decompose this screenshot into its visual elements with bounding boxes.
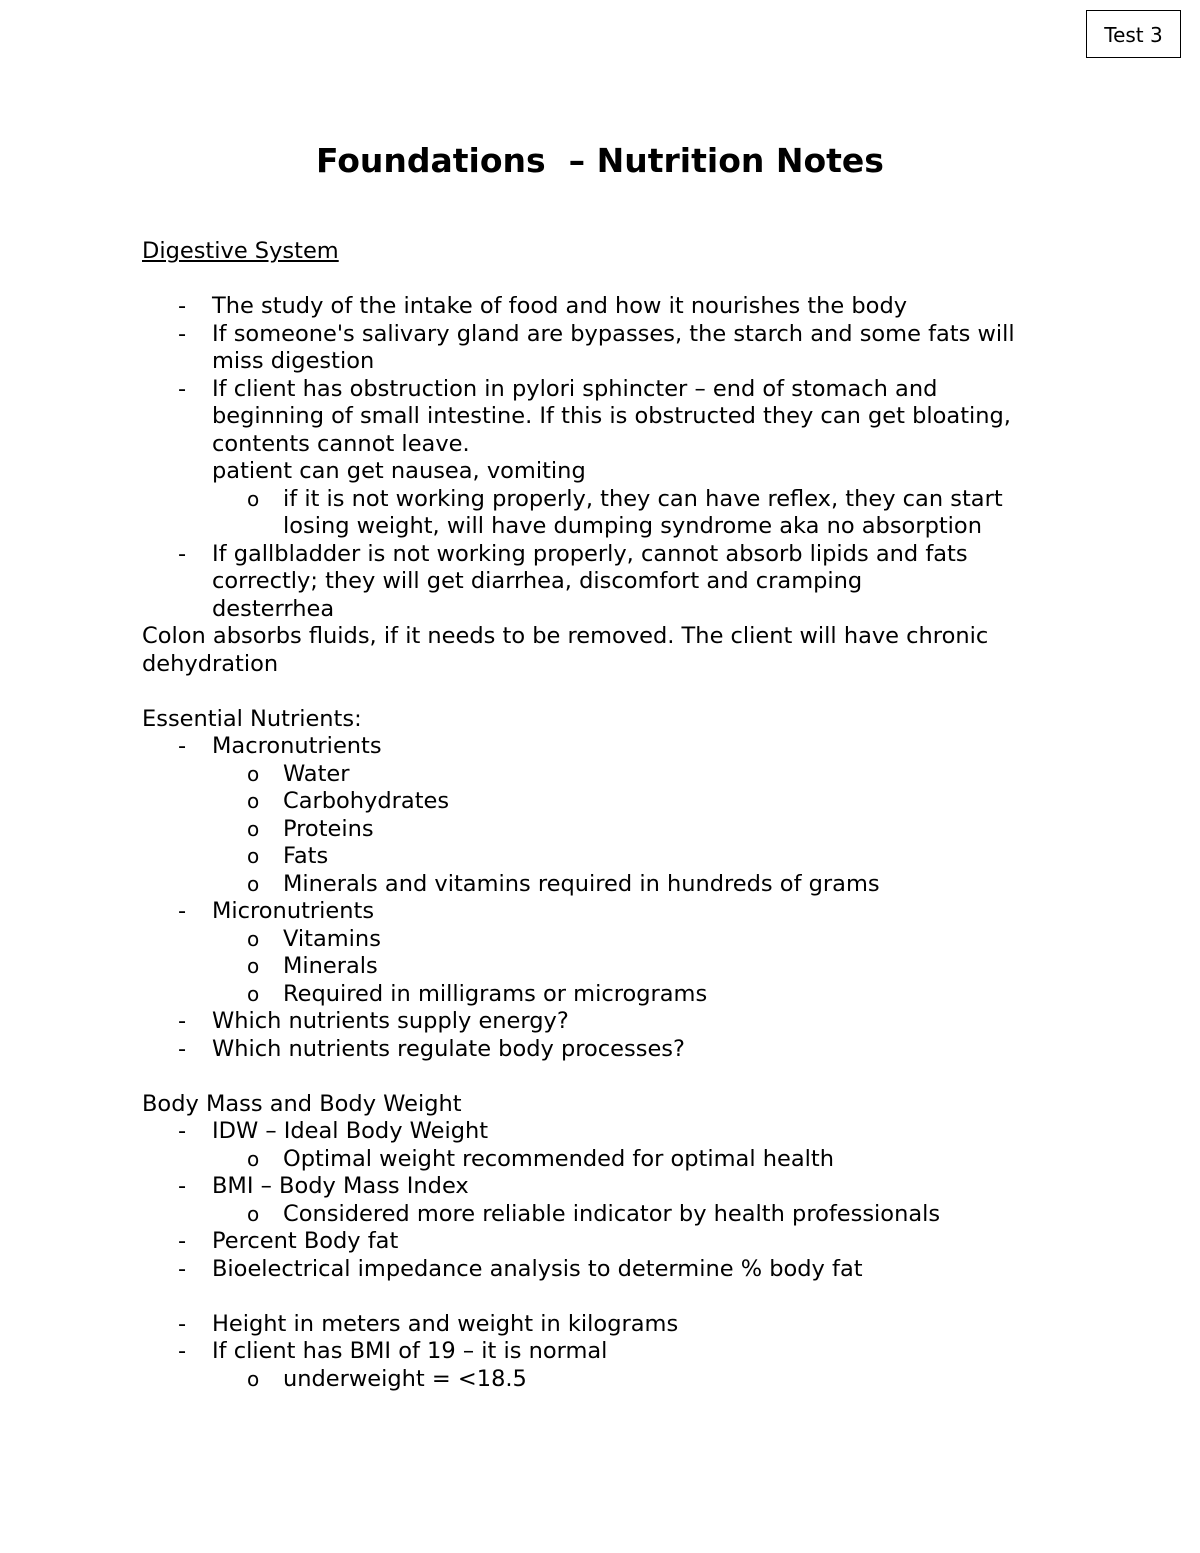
sub-list-item-text: Optimal weight recommended for optimal health [283, 1145, 834, 1172]
sub-list-item [142, 486, 1082, 514]
list-item-continuation: beginning of small intestine. If this is obstructed they can get bloating, [212, 403, 1011, 429]
test-label-box: Test 3 [1086, 10, 1181, 58]
dash-marker: - [178, 1008, 187, 1034]
list-item-text: Which nutrients supply energy? [212, 1008, 569, 1034]
list-item-continuation: correctly; they will get diarrhea, discomfort and cramping [212, 568, 863, 594]
list-item [142, 898, 1082, 926]
sub-list-item [142, 1201, 1082, 1229]
list-item [142, 1256, 1082, 1284]
list-item-text: The study of the intake of food and how it nourishes the body [212, 293, 908, 319]
list-item [142, 376, 1082, 404]
sub-list-item [142, 816, 1082, 844]
list-item-text: Macronutrients [212, 733, 382, 759]
dash-marker: - [178, 1255, 187, 1282]
sub-list-item-text: Carbohydrates [283, 788, 450, 814]
list-item-text: Micronutrients [212, 898, 375, 924]
circle-marker: o [247, 926, 260, 951]
dash-marker: - [178, 320, 187, 347]
list-item-text: If someone's salivary gland are bypasses, the starch and some fats will [212, 320, 1015, 347]
list-item-continuation: patient can get nausea, vomiting [212, 458, 586, 484]
sub-list-item [142, 1146, 1082, 1174]
paragraph-colon-continuation: dehydration [142, 650, 279, 677]
circle-marker: o [247, 816, 260, 841]
section-heading-digestive: Digestive System [142, 238, 339, 264]
list-item [142, 1118, 1082, 1146]
sub-list-item [142, 788, 1082, 816]
spacer [142, 266, 1082, 294]
circle-marker: o [247, 1366, 260, 1391]
list-item [142, 1008, 1082, 1036]
list-item-text: If client has BMI of 19 – it is normal [212, 1338, 608, 1364]
dash-marker: - [178, 1310, 187, 1337]
sub-list-item [142, 843, 1082, 871]
list-item-text: Height in meters and weight in kilograms [212, 1310, 679, 1337]
circle-marker: o [247, 981, 260, 1006]
sub-list-item-text: if it is not working properly, they can have reflex, they can start [283, 485, 1003, 512]
list-item [142, 321, 1082, 349]
list-item [142, 541, 1082, 569]
list-item-text: If gallbladder is not working properly, cannot absorb lipids and fats [212, 540, 968, 567]
spacer [142, 1063, 1082, 1091]
sub-list-item [142, 871, 1082, 899]
list-item [142, 733, 1082, 761]
circle-marker: o [247, 761, 260, 786]
list-item-text: Percent Body fat [212, 1228, 399, 1254]
list-item-text: Which nutrients regulate body processes? [212, 1035, 685, 1062]
sub-list-item-continuation: losing weight, will have dumping syndrome aka no absorption [283, 513, 982, 539]
sub-list-item-text: Considered more reliable indicator by health professionals [283, 1200, 941, 1227]
circle-marker: o [247, 954, 260, 978]
circle-marker: o [247, 1201, 260, 1226]
dash-marker: - [178, 898, 187, 924]
section-heading-nutrients: Essential Nutrients: [142, 705, 362, 732]
sub-list-item [142, 761, 1082, 789]
paragraph-colon: Colon absorbs fluids, if it needs to be removed. The client will have chronic [142, 623, 989, 649]
list-item-text: If client has obstruction in pylori sphincter – end of stomach and [212, 375, 938, 402]
sub-list-item-text: Water [283, 760, 350, 787]
circle-marker: o [247, 1146, 260, 1171]
sub-list-item-text: Minerals [283, 953, 378, 979]
circle-marker: o [247, 844, 260, 868]
sub-list-item [142, 953, 1082, 981]
dash-marker: - [178, 375, 187, 402]
list-item-continuation: contents cannot leave. [212, 430, 470, 457]
list-item [142, 1338, 1082, 1366]
sub-list-item [142, 981, 1082, 1009]
list-item-text: Bioelectrical impedance analysis to determine % body fat [212, 1255, 863, 1282]
list-item [142, 293, 1082, 321]
sub-list-item [142, 1366, 1082, 1394]
dash-marker: - [178, 540, 187, 567]
list-item-continuation: miss digestion [212, 348, 375, 374]
dash-marker: - [178, 733, 187, 759]
dash-marker: - [178, 1173, 187, 1199]
list-item-text: BMI – Body Mass Index [212, 1173, 469, 1199]
section-heading-body-mass: Body Mass and Body Weight [142, 1090, 462, 1117]
dash-marker: - [178, 1228, 187, 1254]
sub-list-item-text: Proteins [283, 815, 374, 842]
sub-list-item-text: Fats [283, 843, 329, 869]
sub-list-item-text: Required in milligrams or micrograms [283, 980, 708, 1007]
dash-marker: - [178, 293, 187, 319]
sub-list-item-text: Minerals and vitamins required in hundreds of grams [283, 870, 880, 897]
circle-marker: o [247, 486, 260, 511]
list-item [142, 1036, 1082, 1064]
list-item [142, 1173, 1082, 1201]
list-item [142, 1228, 1082, 1256]
circle-marker: o [247, 789, 260, 813]
sub-list-item [142, 926, 1082, 954]
dash-marker: - [178, 1118, 187, 1144]
list-item-text: IDW – Ideal Body Weight [212, 1118, 489, 1144]
circle-marker: o [247, 871, 260, 896]
notes-body [142, 238, 1082, 1393]
sub-list-item-text: Vitamins [283, 925, 381, 952]
spacer [142, 678, 1082, 706]
dash-marker: - [178, 1035, 187, 1062]
spacer [142, 1283, 1082, 1311]
dash-marker: - [178, 1338, 187, 1364]
list-item [142, 1311, 1082, 1339]
sub-list-item-text: underweight = <18.5 [283, 1365, 527, 1392]
page-title: Foundations – Nutrition Notes [316, 141, 884, 180]
list-item-continuation: desterrhea [212, 595, 335, 622]
